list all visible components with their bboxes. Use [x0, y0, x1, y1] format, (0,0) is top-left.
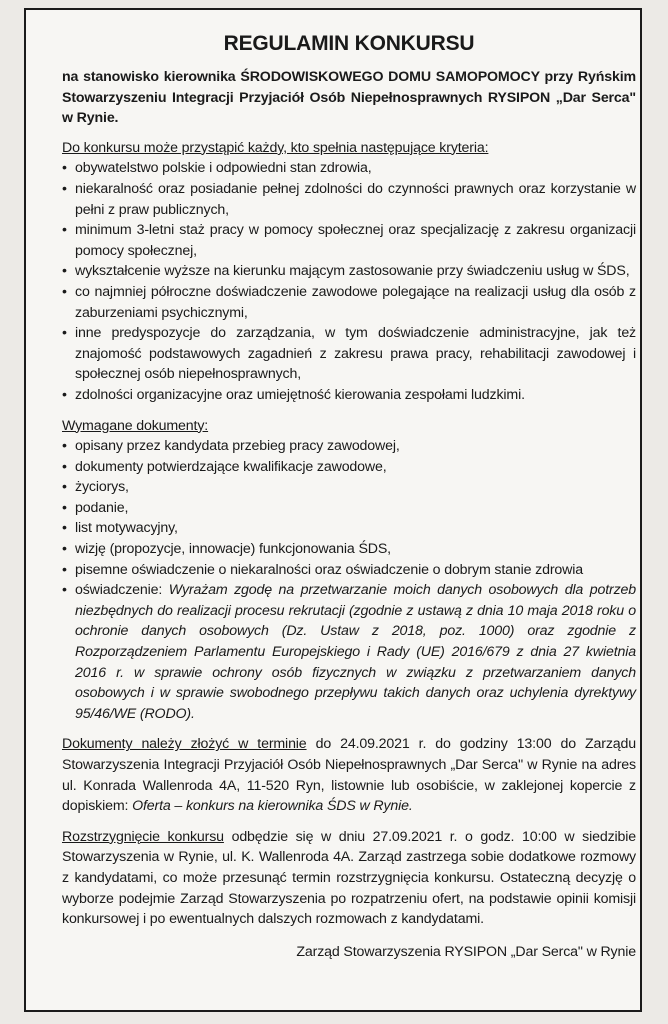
- page-title: REGULAMIN KONKURSU: [223, 32, 475, 55]
- list-item: • obywatelstwo polskie i odpowiedni stan zdrowia,: [62, 158, 636, 179]
- resolution-text: odbędzie się w dniu 27.09.2021 r. o godz. 10:00 w siedzibie Stowarzyszenia w Rynie, ul. K. Wallenroda 4A. Zarząd zastrzega sobie dodatkowe rozmowy z kandydatami, co może przesunąć termin rozstrzygnięcia konkursu. Ostateczną decyzję o wyborze podejmie Zarząd Stowarzyszenia po rozpatrzeniu ofert, na podstawie opinii komisji konkursowej i po ewentualnych dalszych rozmowach z kandydatami.: [62, 828, 636, 928]
- list-item: • minimum 3-letni staż pracy w pomocy społecznej oraz specjalizację z zakresu organizacji pomocy społecznej,: [62, 220, 636, 261]
- documents-heading: Wymagane dokumenty:: [62, 417, 209, 434]
- notice-content: [62, 32, 636, 962]
- deadline-text: do 24.09.2021 r. do godziny 13:00 do Zarządu Stowarzyszenia Integracji Przyjaciół Osób Niepełnosprawnych „Dar Serca" w Rynie na adres ul. Konrada Wallenroda 4A, 11-520 Ryn, listownie lub osobiście, w zaklejonej kopercie z dopiskiem:: [62, 736, 636, 815]
- criteria-list: [62, 158, 636, 405]
- list-item: • wizję (propozycje, innowacje) funkcjonowania ŚDS,: [62, 539, 636, 560]
- list-item: • opisany przez kandydata przebieg pracy zawodowej,: [62, 436, 636, 457]
- list-item: • co najmniej półroczne doświadczenie zawodowe polegające na realizacji usług dla osób z zaburzeniami psychicznymi,: [62, 282, 636, 323]
- documents-list: [62, 436, 636, 724]
- list-item: • pisemne oświadczenie o niekaralności oraz oświadczenie o dobrym stanie zdrowia: [62, 560, 636, 581]
- statement-text: Wyrażam zgodę na przetwarzanie moich danych osobowych dla potrzeb niezbędnych do realizacji procesu rekrutacji (zgodnie z ustawą z dnia 10 maja 2018 roku o ochronie danych osobowych (Dz. Ustaw z 2018, poz. 1000) oraz zgodnie z Rozporządzeniem Parlamentu Europejskiego i Rady (UE) 2016/679 z dnia 27 kwietnia 2016 r. w sprawie ochrony osób fizycznych w związku z przetwarzaniem danych osobowych i w sprawie swobodnego przepływu takich danych oraz uchylenia dyrektywy 95/46/WE (RODO).: [75, 582, 636, 722]
- list-item: • inne predyspozycje do zarządzania, w tym doświadczenie administracyjne, jak też znajomość podstawowych zagadnień z zakresu prawa pracy, rehabilitacji zawodowej i społecznej osób niepełnosprawnych,: [62, 323, 636, 385]
- list-item: • zdolności organizacyjne oraz umiejętność kierowania zespołami ludzkimi.: [62, 385, 636, 406]
- deadline-note: Oferta – konkurs na kierownika ŚDS w Rynie.: [132, 798, 413, 815]
- statement-label: oświadczenie:: [75, 582, 163, 599]
- list-item: • wykształcenie wyższe na kierunku mającym zastosowanie przy świadczeniu usług w ŚDS,: [62, 261, 636, 282]
- deadline-lead: Dokumenty należy złożyć w terminie: [62, 736, 307, 753]
- subtitle: na stanowisko kierownika ŚRODOWISKOWEGO DOMU SAMOPOMOCY przy Ryńskim Stowarzyszeniu Integracji Przyjaciół Osób Niepełnosprawnych RYSIPON „Dar Serca" w Rynie.: [62, 69, 636, 127]
- deadline-paragraph: [62, 734, 636, 816]
- list-item: • niekaralność oraz posiadanie pełnej zdolności do czynności prawnych oraz korzystanie w pełni z praw publicznych,: [62, 179, 636, 220]
- list-item-statement: [62, 580, 636, 724]
- list-item: • list motywacyjny,: [62, 518, 636, 539]
- signature: Zarząd Stowarzyszenia RYSIPON „Dar Serca" w Rynie: [296, 943, 636, 960]
- notice-frame: [24, 8, 642, 1012]
- criteria-heading: Do konkursu może przystąpić każdy, kto spełnia następujące kryteria:: [62, 139, 489, 156]
- list-item: • życiorys,: [62, 477, 636, 498]
- resolution-lead: Rozstrzygnięcie konkursu: [62, 828, 224, 845]
- list-item: • podanie,: [62, 498, 636, 519]
- resolution-paragraph: [62, 827, 636, 930]
- list-item: • dokumenty potwierdzające kwalifikacje zawodowe,: [62, 457, 636, 478]
